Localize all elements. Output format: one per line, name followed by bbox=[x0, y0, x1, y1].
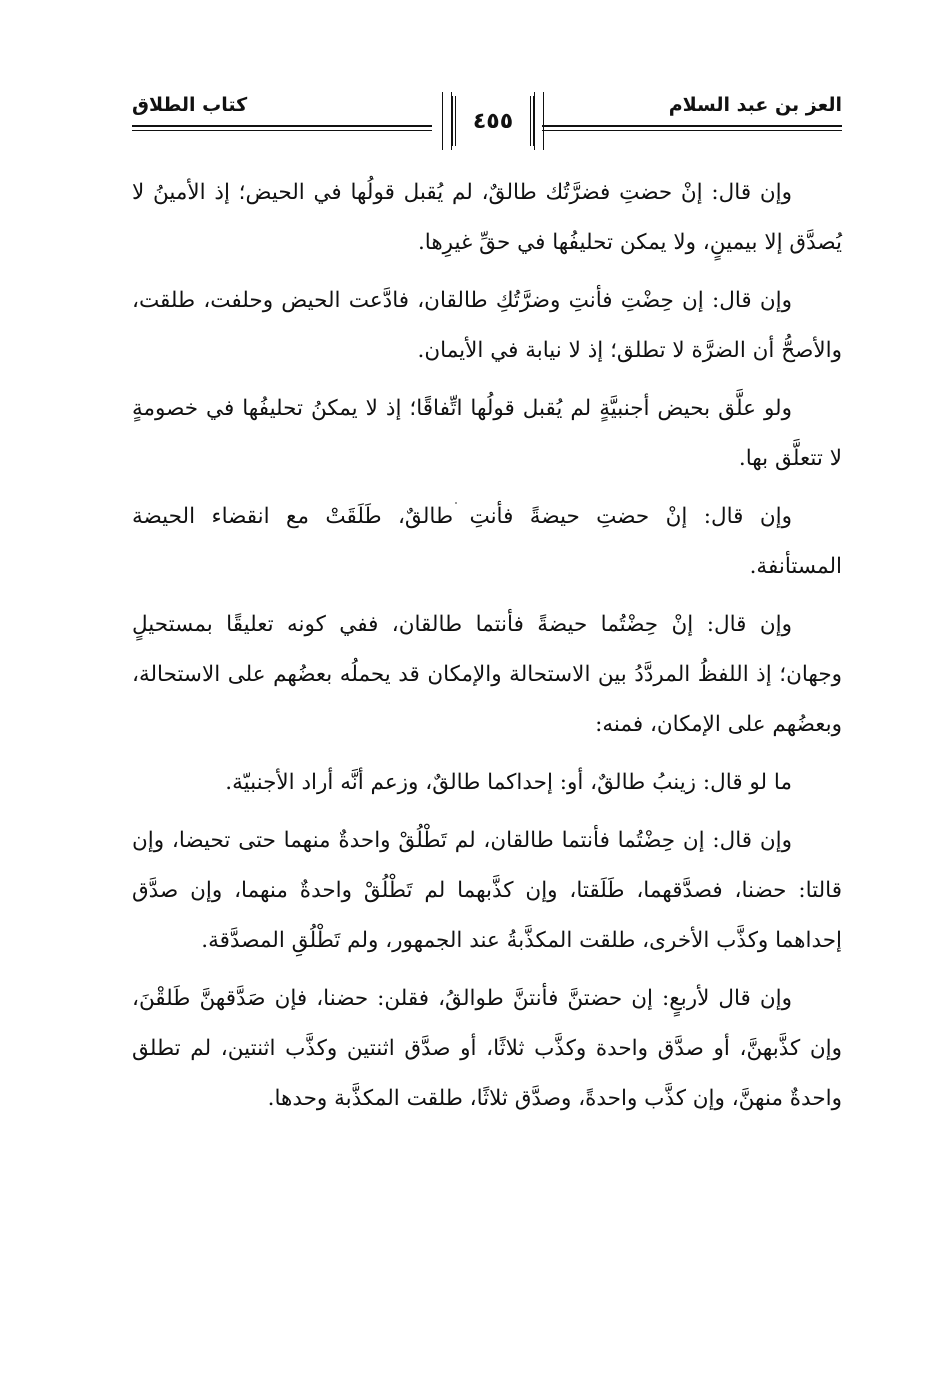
paragraph: وإن قال: إن حِضْتِ فأنتِ وضرَّتُكِ طالقان، فادَّعت الحيض وحلفت، طلقت، والأصحُّ أن الضرَّة لا تطلق؛ إذ لا نيابة في الأيمان. bbox=[132, 288, 842, 363]
paragraph: وإن قال: إنْ حضتِ فضرَّتُك طالقٌ، لم يُقبل قولُها في الحيض؛ إذ الأمينُ لا يُصدَّق إلا بيمينٍ، ولا يمكن تحليفُها في حقِّ غيرِها. bbox=[132, 180, 842, 255]
header-author: العز بن عبد السلام bbox=[668, 94, 842, 116]
scan-speck bbox=[455, 502, 457, 504]
paragraph: وإن قال لأربعٍ: إن حضتنَّ فأنتنَّ طوالقُ، فقلن: حضنا، فإن صَدَّقهنَّ طَلقْنَ، وإن كذَّبهنَّ، أو صدَّق واحدة وكذَّب ثلاثًا، أو صدَّق اثنتين وكذَّب اثنتين، لم تطلق واحدةٌ منهنَّ، وإن كذَّب واحدةً، وصدَّق ثلاثًا، طلقت المكذَّبة وحدها. bbox=[132, 986, 842, 1111]
header-rule-left bbox=[132, 125, 432, 131]
paragraph: وإن قال: إنْ حِضْتُما حيضةً فأنتما طالقان، ففي كونه تعليقًا بمستحيلٍ وجهان؛ إذ اللفظُ المردَّدُ بين الاستحالة والإمكان قد يحملُه بعضُهم على الاستحالة، وبعضُهم على الإمكان، فمنه: bbox=[132, 612, 842, 737]
running-header bbox=[132, 92, 842, 152]
page-number: ٤٥٥ bbox=[472, 108, 514, 134]
page-number-frame bbox=[452, 96, 534, 146]
paragraph: وإن قال: إنْ حضتِ حيضةً فأنتِ طالقٌ، طَلَقَتْ مع انقضاء الحيضة المستأنفة. bbox=[132, 504, 842, 579]
main-text bbox=[132, 168, 842, 1132]
paragraph: ما لو قال: زينبُ طالقٌ، أو: إحداكما طالقٌ، وزعم أنَّه أراد الأجنبيّة. bbox=[225, 770, 792, 795]
header-rule-right bbox=[542, 125, 842, 131]
header-book-title: كتاب الطلاق bbox=[132, 94, 248, 116]
paragraph: وإن قال: إن حِضْتُما فأنتما طالقان، لم تَطْلُقْ واحدةٌ منهما حتى تحيضا، وإن قالتا: حضنا، فصدَّقهما، طَلَقتا، وإن كذَّبهما لم تَطْلُقْ واحدةٌ منهما، وإن صدَّق إحداهما وكذَّب الأخرى، طلقت المكذَّبةُ عند الجمهور، ولم تَطْلُقِ المصدَّقة. bbox=[132, 828, 842, 953]
paragraph: ولو علَّق بحيض أجنبيَّةٍ لم يُقبل قولُها اتِّفاقًا؛ إذ لا يمكنُ تحليفُها في خصومةٍ لا تتعلَّق بها. bbox=[132, 396, 842, 471]
